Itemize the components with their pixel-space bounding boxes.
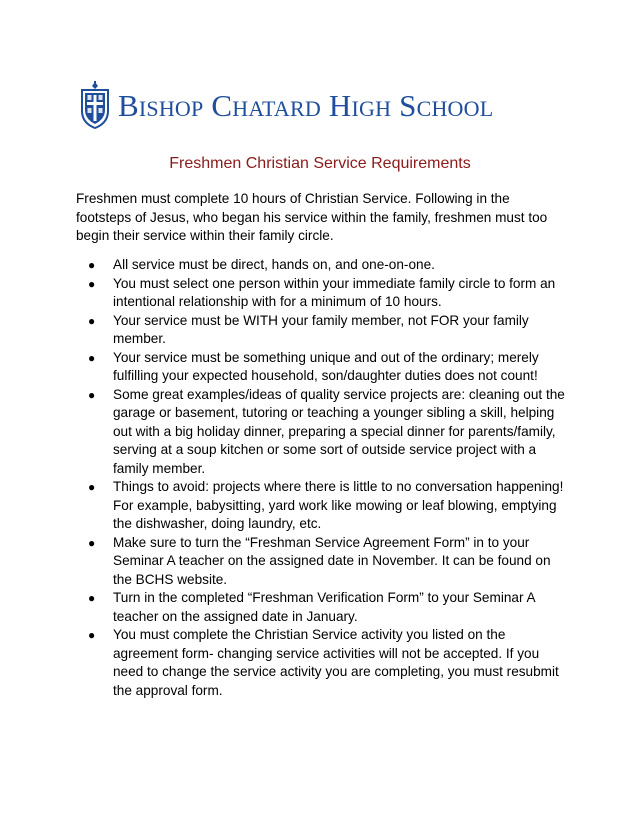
bullet-icon: ● xyxy=(88,276,96,291)
bullet-icon: ● xyxy=(88,628,96,642)
bullet-icon: ● xyxy=(88,387,96,402)
intro-paragraph: Freshmen must complete 10 hours of Christian Service. Following in the footsteps of Jesus, who began his service within the family, freshmen must too begin their service within their family circle. xyxy=(76,191,548,243)
bullet-icon: ● xyxy=(88,480,96,494)
bullet-icon: ● xyxy=(88,313,96,328)
document-title: Freshmen Christian Service Requirements xyxy=(169,155,471,172)
list-item xyxy=(76,386,566,479)
list-item-text: You must complete the Christian Service activity you listed on the agreement form- changing service activities will not be accepted. If you need to change the service activity you are completing, you must resubmit the approval form. xyxy=(113,627,559,698)
list-item-text: Some great examples/ideas of quality service projects are: cleaning out the garage or basement, tutoring or teaching a younger sibling a skill, helping out with a big holiday dinner, preparing a special dinner for parents/family, serving at a soup kitchen or some sort of outside service project with a family member. xyxy=(113,386,565,476)
bullet-icon: ● xyxy=(88,535,96,550)
list-item-text: Your service must be WITH your family member, not FOR your family member. xyxy=(113,312,529,346)
bullet-icon: ● xyxy=(88,258,96,272)
bullet-icon: ● xyxy=(88,350,96,365)
list-item xyxy=(76,626,566,700)
list-item xyxy=(76,256,566,275)
letterhead xyxy=(80,80,562,130)
list-item xyxy=(76,312,566,349)
list-item-text: You must select one person within your immediate family circle to form an intentional relationship with for a minimum of 10 hours. xyxy=(113,275,556,309)
list-item xyxy=(76,478,566,534)
list-item-text: Turn in the completed “Freshman Verification Form” to your Seminar A teacher on the assigned date in January. xyxy=(113,590,535,624)
list-item xyxy=(76,534,566,590)
bullet-icon: ● xyxy=(88,591,96,605)
list-item xyxy=(76,349,566,386)
crest-icon xyxy=(80,81,110,129)
list-item-text: Make sure to turn the “Freshman Service Agreement Form” in to your Seminar A teacher on the assigned date in November. It can be found on the BCHS website. xyxy=(113,534,551,587)
school-name: Bishop Chatard High School xyxy=(118,87,494,123)
list-item-text: All service must be direct, hands on, and one-on-one. xyxy=(113,257,435,272)
list-item-text: Things to avoid: projects where there is little to no conversation happening! For example, babysitting, yard work like mowing or leaf blowing, emptying the dishwasher, doing laundry, etc. xyxy=(113,479,564,531)
list-item-text: Your service must be something unique and out of the ordinary; merely fulfilling your expected household, son/daughter duties does not count! xyxy=(113,349,539,383)
list-item xyxy=(76,275,566,312)
list-item xyxy=(76,589,566,626)
requirements-list xyxy=(76,256,566,700)
